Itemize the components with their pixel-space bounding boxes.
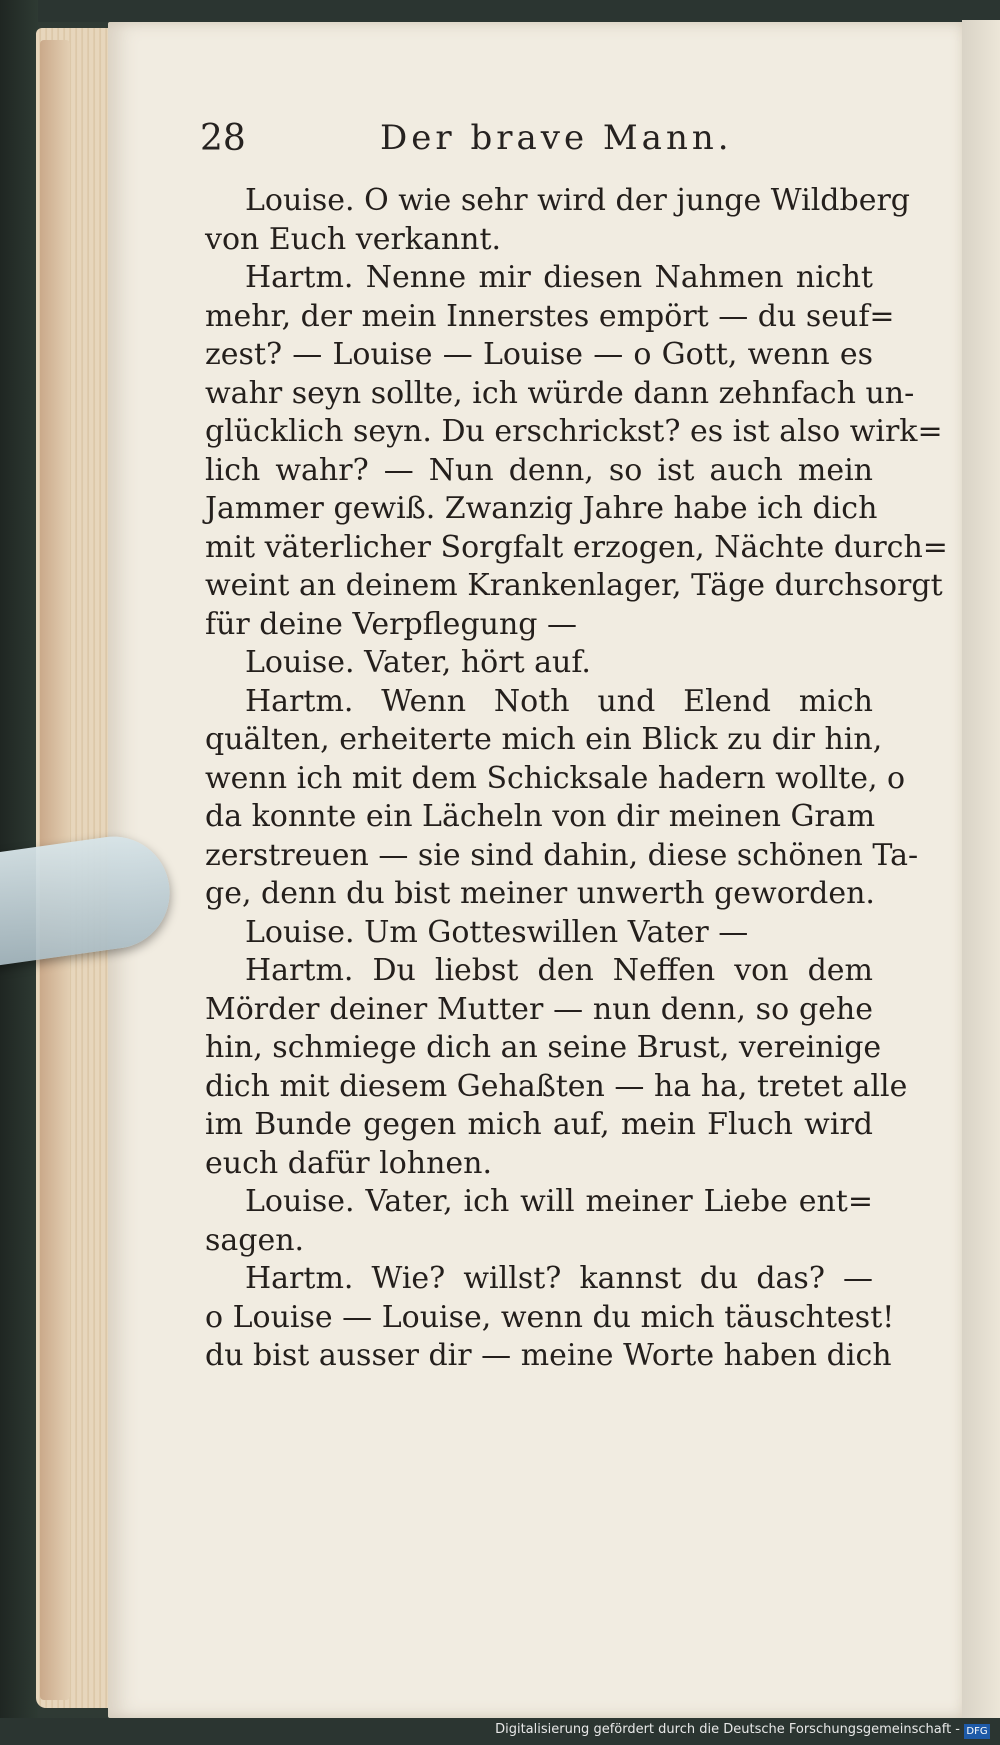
digitization-credit: Digitalisierung gefördert durch die Deutsche Forschungsgemeinschaft - xyxy=(495,1722,960,1737)
text-line: wenn ich mit dem Schicksale hadern wollte, o xyxy=(205,760,906,796)
text-line: Jammer gewiß. Zwanzig Jahre habe ich dich xyxy=(205,491,878,526)
text-line: wahr seyn sollte, ich würde dann zehnfach un- xyxy=(205,375,915,411)
text-line: Louise. Vater, ich will meiner Liebe ent= xyxy=(245,1184,873,1219)
dfg-logo: DFG xyxy=(964,1724,990,1739)
text-line: für deine Verpflegung — xyxy=(205,606,578,642)
text-line: mit väterlicher Sorgfalt erzogen, Nächte durch= xyxy=(205,529,948,565)
text-line: ge, denn du bist meiner unwerth geworden. xyxy=(205,876,875,911)
text-line: im Bunde gegen mich auf, mein Fluch wird xyxy=(205,1107,873,1142)
text-line: Hartm. Wie? willst? kannst du das? — xyxy=(245,1261,873,1296)
text-line: zerstreuen — sie sind dahin, diese schönen Ta- xyxy=(205,837,919,873)
page-number: 28 xyxy=(200,118,246,159)
text-line: Louise. Vater, hört auf. xyxy=(245,645,591,680)
text-line: weint an deinem Krankenlager, Täge durchsorgt xyxy=(205,568,943,603)
text-line: Hartm. Wenn Noth und Elend mich xyxy=(245,683,873,719)
text-line: dich mit diesem Gehaßten — ha ha, tretet alle xyxy=(205,1068,908,1104)
text-line: o Louise — Louise, wenn du mich täuschtest! xyxy=(205,1299,895,1335)
text-line: zest? — Louise — Louise — o Gott, wenn es xyxy=(205,337,873,372)
text-line: hin, schmiege dich an seine Brust, vereinige xyxy=(205,1030,882,1065)
text-line: von Euch verkannt. xyxy=(205,221,502,257)
text-line: da konnte ein Lächeln von dir meinen Gram xyxy=(205,799,876,834)
running-title: Der brave Mann. xyxy=(380,118,733,158)
text-line: glücklich seyn. Du erschrickst? es ist also wirk= xyxy=(205,414,943,449)
text-line: mehr, der mein Innerstes empört — du seuf= xyxy=(205,298,895,334)
text-line: du bist ausser dir — meine Worte haben dich xyxy=(205,1338,892,1373)
text-line: quälten, erheiterte mich ein Blick zu dir hin, xyxy=(205,722,883,757)
text-line: Mörder deiner Mutter — nun denn, so gehe xyxy=(205,991,873,1027)
text-line: Louise. Um Gotteswillen Vater — xyxy=(245,914,749,950)
text-line: Louise. O wie sehr wird der junge Wildberg xyxy=(245,183,910,218)
facing-page-edge xyxy=(962,20,1000,1720)
scan-top-border xyxy=(0,0,1000,22)
text-line: euch dafür lohnen. xyxy=(205,1145,493,1181)
text-line: lich wahr? — Nun denn, so ist auch mein xyxy=(205,452,873,488)
text-line: sagen. xyxy=(205,1222,305,1258)
running-head xyxy=(200,118,760,158)
text-line: Hartm. Nenne mir diesen Nahmen nicht xyxy=(245,260,873,295)
page-body-text xyxy=(205,182,948,1376)
text-line: Hartm. Du liebst den Neffen von dem xyxy=(245,953,873,988)
